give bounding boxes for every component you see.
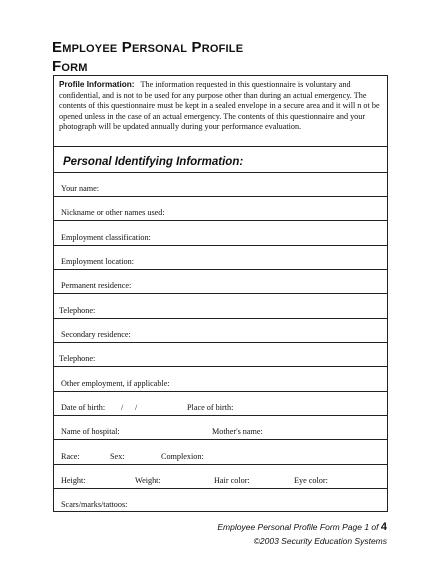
employment-location-field[interactable]: Employment location: xyxy=(61,257,134,266)
telephone-field[interactable]: Telephone: xyxy=(59,306,96,315)
footer-page-info xyxy=(217,522,387,533)
divider xyxy=(54,146,387,147)
section-heading: Personal Identifying Information: xyxy=(63,156,244,168)
divider xyxy=(54,439,387,440)
other-employment-field[interactable]: Other employment, if applicable: xyxy=(61,379,170,388)
date-of-birth-separator: / xyxy=(135,403,138,412)
form-title-line-2: Form xyxy=(52,58,88,75)
footer-copyright: ©2003 Security Education Systems xyxy=(253,536,387,546)
complexion-field[interactable]: Complexion: xyxy=(161,452,204,461)
profile-information-label: Profile Information: xyxy=(59,80,135,89)
divider xyxy=(54,391,387,392)
height-field[interactable]: Height: xyxy=(61,476,86,485)
secondary-telephone-field[interactable]: Telephone: xyxy=(59,354,96,363)
race-field[interactable]: Race: xyxy=(61,452,80,461)
divider xyxy=(54,293,387,294)
scars-marks-tattoos-field[interactable]: Scars/marks/tattoos: xyxy=(61,500,128,509)
your-name-field[interactable]: Your name: xyxy=(61,184,100,193)
footer-page-total: 4 xyxy=(380,521,387,533)
divider xyxy=(54,488,387,489)
date-of-birth-separator: / xyxy=(121,403,124,412)
form-title-line-1: Employee Personal Profile xyxy=(52,39,244,56)
divider xyxy=(54,196,387,197)
divider xyxy=(54,269,387,270)
date-of-birth-field[interactable]: Date of birth: xyxy=(61,403,106,412)
divider xyxy=(54,415,387,416)
mothers-name-field[interactable]: Mother's name: xyxy=(212,427,263,436)
divider xyxy=(54,342,387,343)
divider xyxy=(54,464,387,465)
weight-field[interactable]: Weight: xyxy=(135,476,161,485)
footer-form-name: Employee Personal Profile Form xyxy=(217,522,340,532)
divider xyxy=(54,318,387,319)
profile-information-text: The information requested in this questionnaire is voluntary and confidential, and is not to be used for any purpose other than during an actual emergency. The contents of this questionnaire must be kept in a sealed envelope in a secure area and it will n ot be opened unless in the case of an actual emergency. The contents of this questionnaire and your photograph will be updated annually during your performance evaluation. xyxy=(59,80,380,132)
divider xyxy=(54,245,387,246)
permanent-residence-field[interactable]: Permanent residence: xyxy=(61,281,132,290)
divider xyxy=(54,366,387,367)
employment-classification-field[interactable]: Employment classification: xyxy=(61,233,151,242)
divider xyxy=(54,172,387,173)
footer-page-prefix: Page 1 of xyxy=(342,522,379,532)
profile-information-block xyxy=(54,76,387,146)
place-of-birth-field[interactable]: Place of birth: xyxy=(187,403,234,412)
name-of-hospital-field[interactable]: Name of hospital: xyxy=(61,427,120,436)
divider xyxy=(54,220,387,221)
sex-field[interactable]: Sex: xyxy=(110,452,125,461)
secondary-residence-field[interactable]: Secondary residence: xyxy=(61,330,131,339)
profile-form xyxy=(53,75,388,512)
hair-color-field[interactable]: Hair color: xyxy=(214,476,250,485)
form-title xyxy=(52,38,243,76)
eye-color-field[interactable]: Eye color: xyxy=(294,476,328,485)
nickname-field[interactable]: Nickname or other names used: xyxy=(61,208,165,217)
